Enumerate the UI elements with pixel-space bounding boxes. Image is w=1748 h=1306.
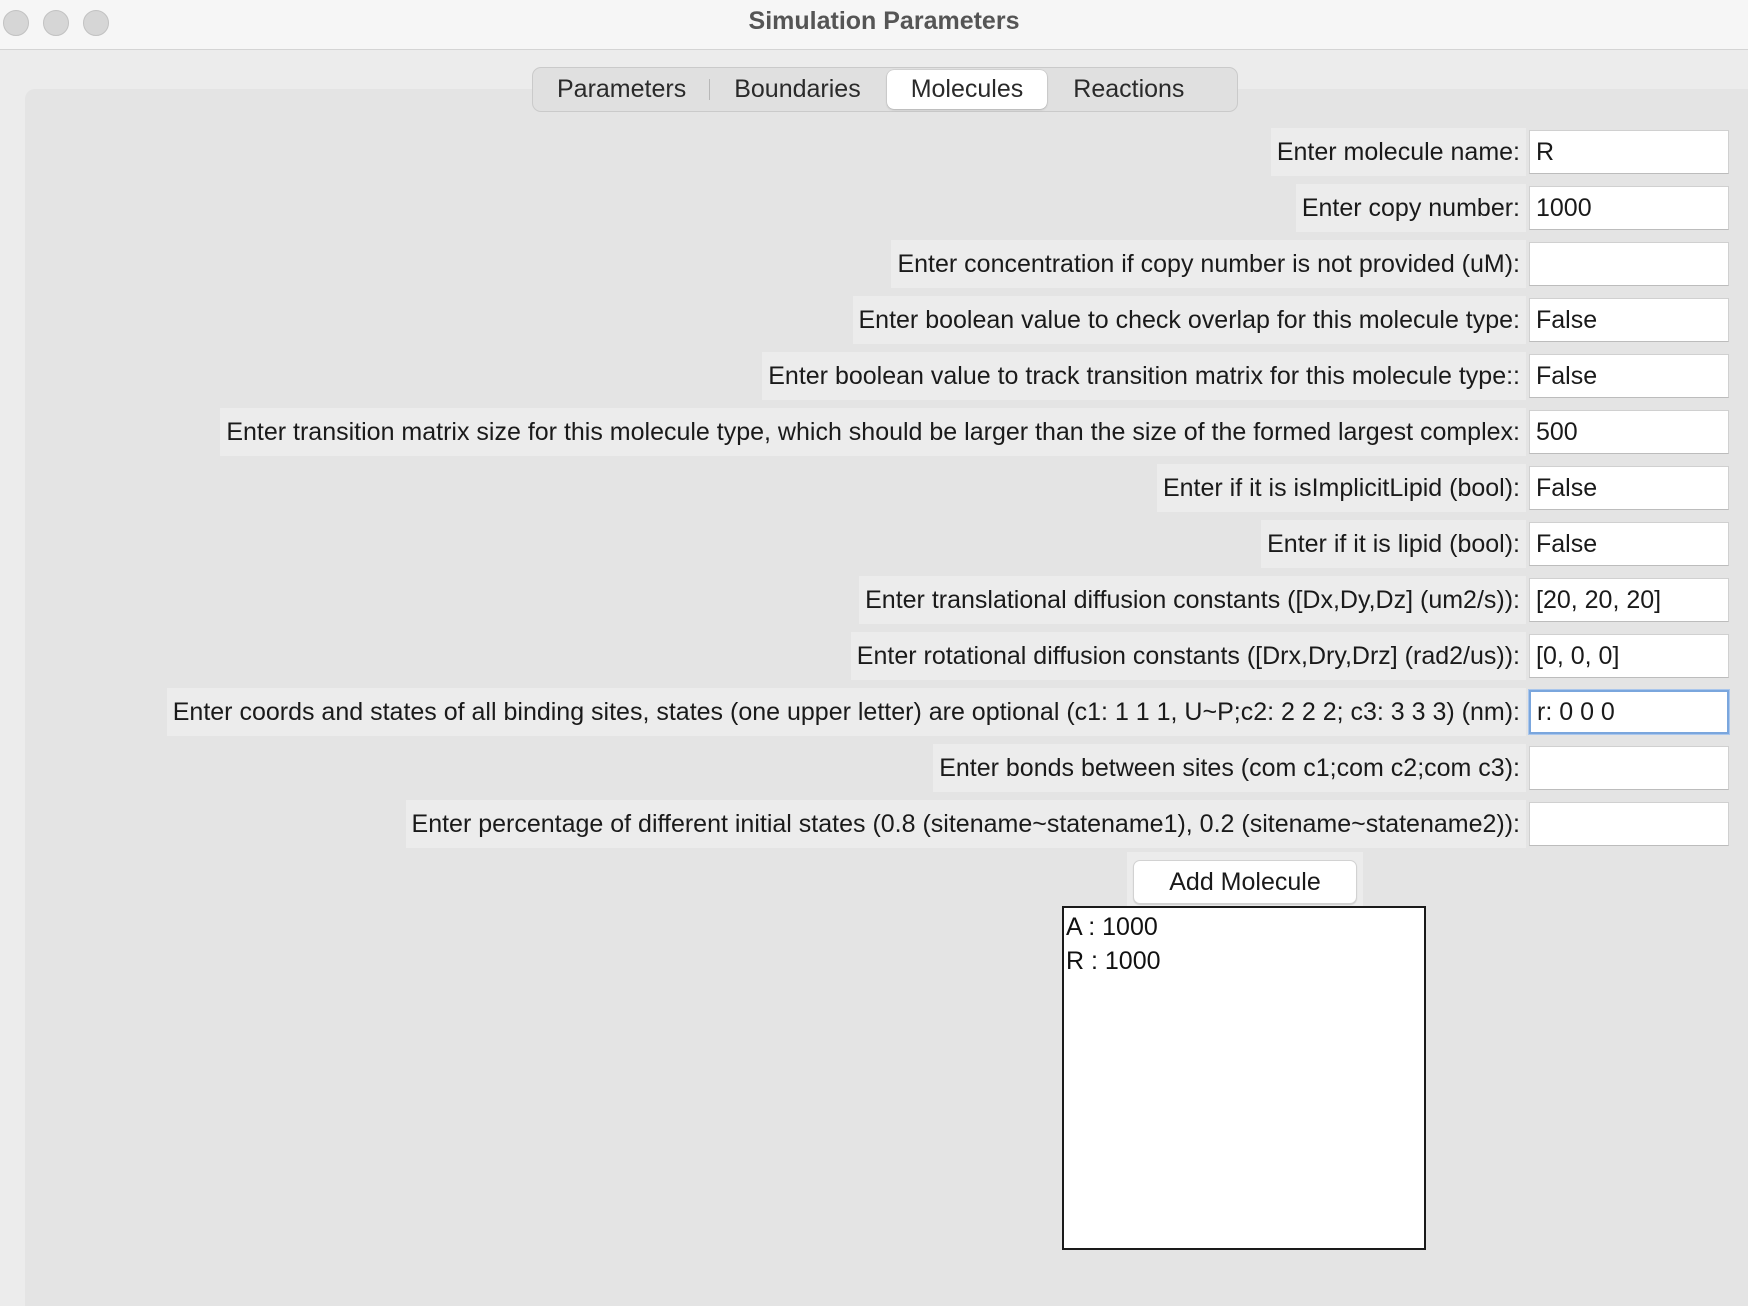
form-row-transition-matrix-size [0,408,1748,456]
form-row-initial-states [0,800,1748,848]
rotational-diffusion-label: Enter rotational diffusion constants ([Drx,Dry,Drz] (rad2/us)): [851,632,1526,680]
list-item[interactable]: A : 1000 [1066,913,1158,941]
tab-reactions[interactable]: Reactions [1073,75,1185,103]
molecule-listbox[interactable] [1062,906,1426,1250]
copy-number-input[interactable] [1529,186,1729,230]
is-lipid-input[interactable] [1529,522,1729,566]
track-transition-matrix-label: Enter boolean value to track transition matrix for this molecule type:: [762,352,1526,400]
window-title: Simulation Parameters [748,7,1020,35]
form-row-check-overlap [0,296,1748,344]
form-row-rotational-diffusion [0,632,1748,680]
implicit-lipid-input[interactable] [1529,466,1729,510]
molecule-name-label: Enter molecule name: [1271,128,1526,176]
form-row-bonds [0,744,1748,792]
transition-matrix-size-input[interactable] [1529,410,1729,454]
bonds-input[interactable] [1529,746,1729,790]
is-lipid-label: Enter if it is lipid (bool): [1261,520,1526,568]
rotational-diffusion-input[interactable] [1529,634,1729,678]
title-bar [0,0,1748,50]
concentration-label: Enter concentration if copy number is not provided (uM): [891,240,1526,288]
form-row-binding-sites [0,688,1748,736]
translational-diffusion-label: Enter translational diffusion constants ([Dx,Dy,Dz] (um2/s)): [859,576,1526,624]
initial-states-input[interactable] [1529,802,1729,846]
form-row-copy-number [0,184,1748,232]
initial-states-label: Enter percentage of different initial states (0.8 (sitename~statename1), 0.2 (sitename~statename2)): [406,800,1526,848]
implicit-lipid-label: Enter if it is isImplicitLipid (bool): [1157,464,1526,512]
form-row-implicit-lipid [0,464,1748,512]
check-overlap-label: Enter boolean value to check overlap for this molecule type: [853,296,1527,344]
tab-boundaries[interactable]: Boundaries [734,75,861,103]
list-item[interactable]: R : 1000 [1066,947,1161,975]
tab-parameters[interactable]: Parameters [533,70,710,109]
binding-sites-input[interactable] [1529,690,1729,734]
track-transition-matrix-input[interactable] [1529,354,1729,398]
translational-diffusion-input[interactable] [1529,578,1729,622]
molecule-name-input[interactable] [1529,130,1729,174]
binding-sites-label: Enter coords and states of all binding sites, states (one upper letter) are optional (c1: 1 1 1, U~P;c2: 2 2 2; c3: 3 3 3) (nm): [167,688,1526,736]
form-row-translational-diffusion [0,576,1748,624]
concentration-input[interactable] [1529,242,1729,286]
copy-number-label: Enter copy number: [1296,184,1526,232]
add-molecule-button[interactable]: Add Molecule [1133,860,1357,904]
form-row-is-lipid [0,520,1748,568]
form-row-concentration [0,240,1748,288]
bonds-label: Enter bonds between sites (com c1;com c2;com c3): [933,744,1526,792]
transition-matrix-size-label: Enter transition matrix size for this molecule type, which should be larger than the size of the formed largest complex: [220,408,1526,456]
form-row-track-transition-matrix [0,352,1748,400]
form-row-molecule-name [0,128,1748,176]
check-overlap-input[interactable] [1529,298,1729,342]
tab-molecules[interactable]: Molecules [887,70,1048,109]
tab-bar [532,67,1238,112]
